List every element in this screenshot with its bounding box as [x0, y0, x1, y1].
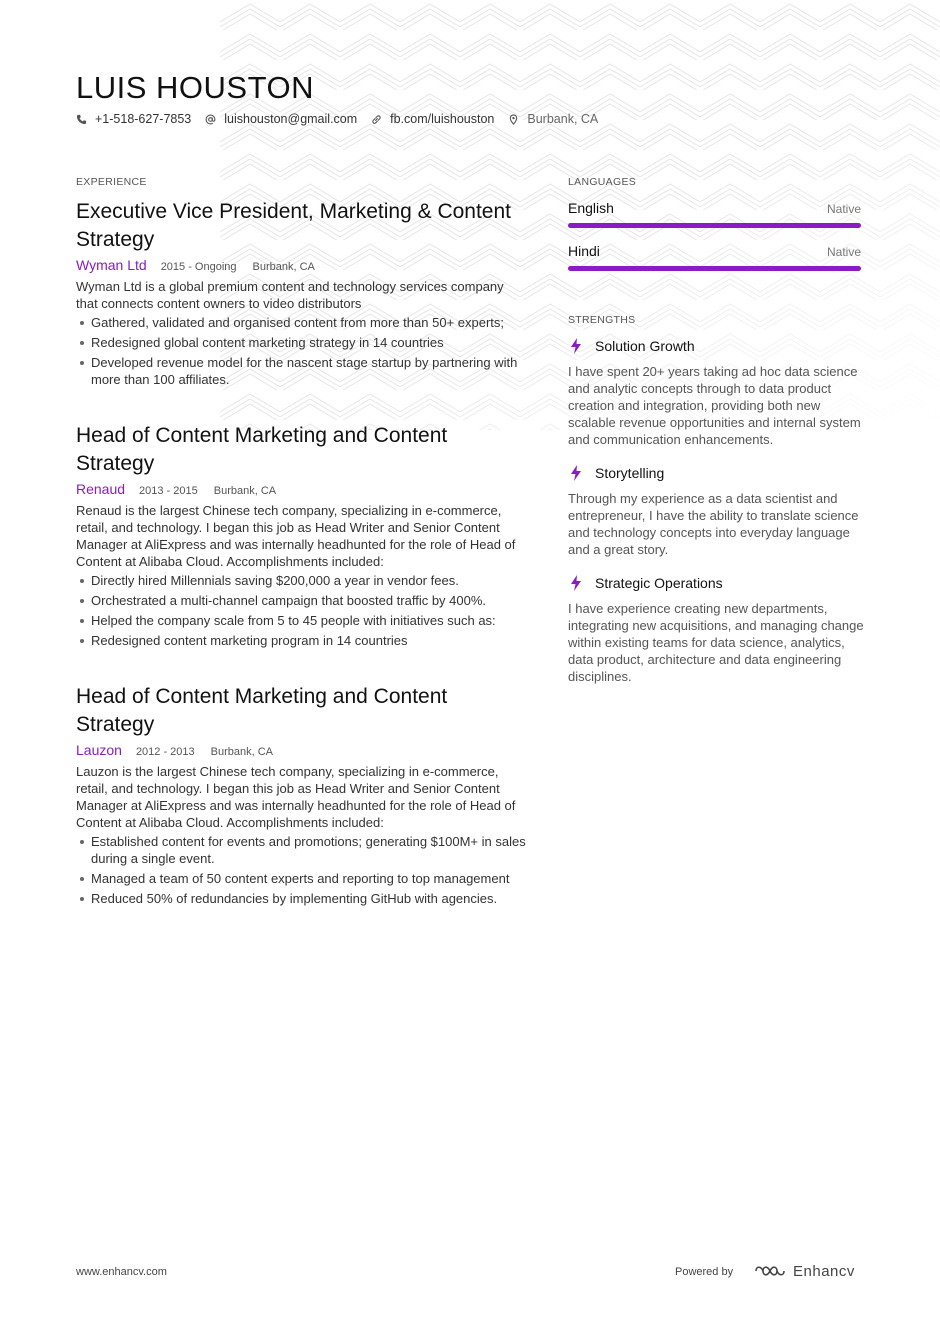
- contact-email[interactable]: [205, 112, 357, 126]
- candidate-name: LUIS HOUSTON: [76, 70, 314, 105]
- job-period: 2012 - 2013: [135, 746, 195, 758]
- strength-title: Solution Growth: [595, 338, 695, 354]
- job-bullet: Managed a team of 50 content experts and reporting to top management: [76, 870, 526, 887]
- job-location: Burbank, CA: [210, 746, 274, 758]
- job-description: Wyman Ltd is a global premium content and technology services company that connects content owners to video distributors: [76, 279, 504, 311]
- language-name: Hindi: [568, 243, 600, 259]
- job-title: Executive Vice President, Marketing & Content Strategy: [76, 200, 512, 251]
- language-proficiency-fill: [568, 223, 861, 228]
- job-bullet: Helped the company scale from 5 to 45 people with initiatives such as:: [76, 612, 526, 629]
- job-period: 2015 - Ongoing: [160, 261, 237, 273]
- contact-phone[interactable]: [76, 112, 191, 126]
- job-bullet: Reduced 50% of redundancies by implementing GitHub with agencies.: [76, 890, 526, 907]
- company-name: Lauzon: [76, 742, 122, 758]
- contact-location: [508, 112, 598, 126]
- job-description: Lauzon is the largest Chinese tech company, specializing in e-commerce, retail, and technology. I began this job as Head Writer and Senior Content Manager at AliExpress and was internally headhunted for the role of Head of Content at Alibaba Cloud. Accomplishments included:: [76, 764, 516, 830]
- experience-entry: [76, 198, 526, 391]
- footer-website-link[interactable]: www.enhancv.com: [76, 1266, 167, 1278]
- job-location: Burbank, CA: [213, 485, 277, 497]
- enhancv-logo-icon: [754, 1262, 786, 1280]
- strength-title: Storytelling: [595, 465, 665, 481]
- job-location: Burbank, CA: [252, 261, 315, 273]
- experience-section-title: EXPERIENCE: [76, 176, 147, 188]
- strength-description: Through my experience as a data scientist and entrepreneur, I have the ability to translate science and technology concepts into everyday language and a great story.: [568, 491, 859, 557]
- language-item: [568, 243, 861, 271]
- job-bullet: Orchestrated a multi-channel campaign that boosted traffic by 400%.: [76, 592, 526, 609]
- job-title: Head of Content Marketing and Content Strategy: [76, 685, 448, 736]
- contact-email-text: luishouston@gmail.com: [224, 112, 358, 126]
- job-meta: [76, 742, 526, 758]
- language-name: English: [568, 200, 614, 216]
- strengths-section-title: STRENGTHS: [568, 314, 636, 326]
- job-bullet: Gathered, validated and organised content from more than 50+ experts;: [76, 314, 526, 331]
- language-level: Native: [826, 202, 861, 216]
- language-proficiency-fill: [568, 266, 861, 271]
- job-bullets: [76, 314, 526, 388]
- contact-facebook-text: fb.com/luishouston: [390, 112, 495, 126]
- job-period: 2013 - 2015: [139, 485, 198, 497]
- experience-entry: [76, 683, 526, 910]
- experience-entry: [76, 422, 526, 652]
- language-proficiency-bar: [568, 223, 861, 228]
- job-bullets: [76, 572, 526, 649]
- job-meta: [76, 481, 526, 497]
- strength-description: I have spent 20+ years taking ad hoc data science and analytic concepts through to data product creation and integration, providing both new scalable revenue opportunities and internal system and communication enhancements.: [568, 364, 861, 447]
- contact-phone-text: +1-518-627-7853: [95, 112, 192, 126]
- contact-location-text: Burbank, CA: [527, 112, 599, 126]
- company-name: Wyman Ltd: [76, 257, 147, 273]
- enhancv-brand-logo[interactable]: [754, 1262, 855, 1280]
- languages-section-title: LANGUAGES: [568, 176, 637, 188]
- contact-bar: [76, 112, 612, 126]
- company-name: Renaud: [76, 481, 126, 497]
- language-proficiency-bar: [568, 266, 861, 271]
- job-bullet: Developed revenue model for the nascent stage startup by partnering with more than 100 affiliates.: [76, 354, 526, 388]
- powered-by-label: Powered by: [675, 1266, 734, 1278]
- job-title: Head of Content Marketing and Content Strategy: [76, 424, 448, 475]
- at-icon: [205, 114, 216, 125]
- strength-item: [568, 465, 868, 558]
- strength-description: I have experience creating new departments, integrating new acquisitions, and managing change within existing teams for data science, analytics, data product, architecture and data engineering disciplines.: [568, 601, 864, 684]
- language-item: [568, 200, 861, 228]
- lightning-bolt-icon: [570, 338, 582, 354]
- enhancv-brand-text: Enhancv: [793, 1262, 855, 1280]
- strength-item: [568, 575, 868, 685]
- job-bullet: Established content for events and promotions; generating $100M+ in sales during a single event.: [76, 833, 526, 867]
- contact-facebook[interactable]: [371, 112, 494, 126]
- job-bullets: [76, 833, 526, 907]
- job-description: Renaud is the largest Chinese tech company, specializing in e-commerce, retail, and technology. I began this job as Head Writer and Senior Content Manager at AliExpress and was internally headhunted for the role of Head of Content at Alibaba Cloud. Accomplishments included:: [76, 503, 516, 569]
- job-bullet: Redesigned global content marketing strategy in 14 countries: [76, 334, 526, 351]
- phone-icon: [76, 114, 87, 125]
- link-icon: [371, 114, 382, 125]
- job-meta: [76, 257, 526, 273]
- job-bullet: Redesigned content marketing program in 14 countries: [76, 632, 526, 649]
- lightning-bolt-icon: [570, 575, 582, 591]
- job-bullet: Directly hired Millennials saving $200,000 a year in vendor fees.: [76, 572, 526, 589]
- strength-item: [568, 338, 868, 448]
- lightning-bolt-icon: [570, 465, 582, 481]
- language-level: Native: [826, 245, 861, 259]
- location-pin-icon: [508, 114, 519, 125]
- strength-title: Strategic Operations: [595, 575, 723, 591]
